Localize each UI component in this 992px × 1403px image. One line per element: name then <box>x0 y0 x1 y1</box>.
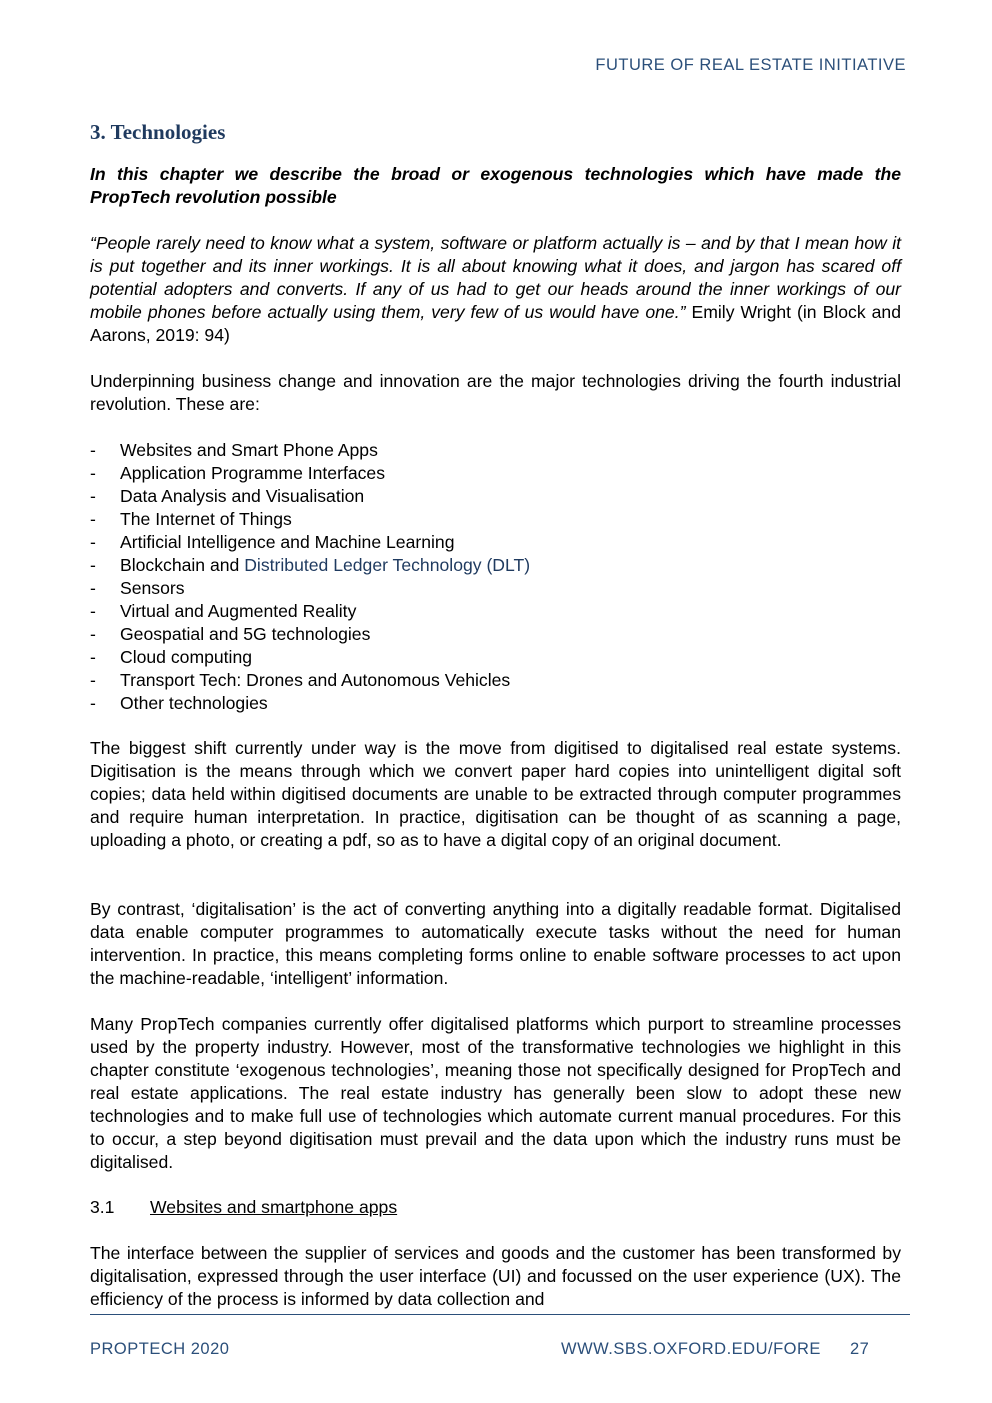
list-item: - Transport Tech: Drones and Autonomous Vehicles <box>90 670 511 690</box>
section-number: 3.1 <box>90 1197 115 1217</box>
list-item: - Artificial Intelligence and Machine Learning <box>90 532 455 552</box>
quote-attribution: Emily Wright (in Block and Aarons, 2019: 94) <box>90 302 902 345</box>
list-item: - Virtual and Augmented Reality <box>90 601 357 621</box>
section-title: Websites and smartphone apps <box>150 1197 398 1217</box>
opening-quote <box>90 232 901 347</box>
list-item: - The Internet of Things <box>90 509 292 529</box>
chapter-intro: In this chapter we describe the broad or exogenous technologies which have made the PropTech revolution possible <box>90 164 901 207</box>
list-item: - Sensors <box>90 578 185 598</box>
technologies-list <box>90 439 530 715</box>
paragraph-digitalisation: By contrast, ‘digitalisation’ is the act of converting anything into a digitally readable format. Digitalised data enable computer programmes to automatically execute tasks without the need for human intervention. In practice, this means completing forms online to enable software processes to act upon the machine-readable, ‘intelligent’ information. <box>90 899 901 988</box>
quote-text: “People rarely need to know what a system, software or platform actually is – and by that I mean how it is put together and its inner workings. It is all about knowing what it does, and jargon has scared off potential adopters and converts. If any of us had to get our heads around the inner workings of our mobile phones before actually using them, very few of us would have one.” <box>90 233 901 322</box>
list-item: - Application Programme Interfaces <box>90 463 386 483</box>
dlt-link[interactable]: Distributed Ledger Technology (DLT) <box>244 555 531 575</box>
paragraph-digitisation: The biggest shift currently under way is the move from digitised to digitalised real estate systems. Digitisation is the means through which we convert paper hard copies into unintelligent digital soft copies; data held within digitised documents are unable to be extracted through computer programmes and require human interpretation. In practice, digitisation can be thought of as scanning a page, uploading a photo, or creating a pdf, so as to have a digital copy of an original document. <box>90 738 901 850</box>
list-item: - Cloud computing <box>90 647 253 667</box>
footer-url[interactable]: WWW.SBS.OXFORD.EDU/FORE <box>561 1340 821 1358</box>
list-item: - Blockchain and Distributed Ledger Technology (DLT) <box>90 555 531 575</box>
list-item: - Websites and Smart Phone Apps <box>90 440 378 460</box>
footer-divider <box>90 1314 910 1315</box>
page-number: 27 <box>850 1340 870 1358</box>
chapter-heading: 3. Technologies <box>90 120 226 144</box>
paragraph-interface: The interface between the supplier of services and goods and the customer has been transformed by digitalisation, expressed through the user interface (UI) and focussed on the user experience (UX). The efficiency of the process is informed by data collection and <box>90 1243 901 1309</box>
list-item: - Data Analysis and Visualisation <box>90 486 365 506</box>
paragraph-proptech: Many PropTech companies currently offer digitalised platforms which purport to streamline processes used by the property industry. However, most of the transformative technologies we highlight in this chapter constitute ‘exogenous technologies’, meaning those not specifically designed for PropTech and real estate applications. The real estate industry has generally been slow to adopt these new technologies and to make full use of technologies which automate current manual procedures. For this to occur, a step beyond digitisation must prevail and the data upon which the industry runs must be digitalised. <box>90 1014 901 1172</box>
technologies-intro: Underpinning business change and innovation are the major technologies driving the fourth industrial revolution. These are: <box>90 371 901 414</box>
running-header: FUTURE OF REAL ESTATE INITIATIVE <box>595 56 906 74</box>
list-item: - Geospatial and 5G technologies <box>90 624 371 644</box>
section-heading <box>90 1196 397 1219</box>
list-item: - Other technologies <box>90 693 268 713</box>
footer-publication: PROPTECH 2020 <box>90 1340 230 1358</box>
